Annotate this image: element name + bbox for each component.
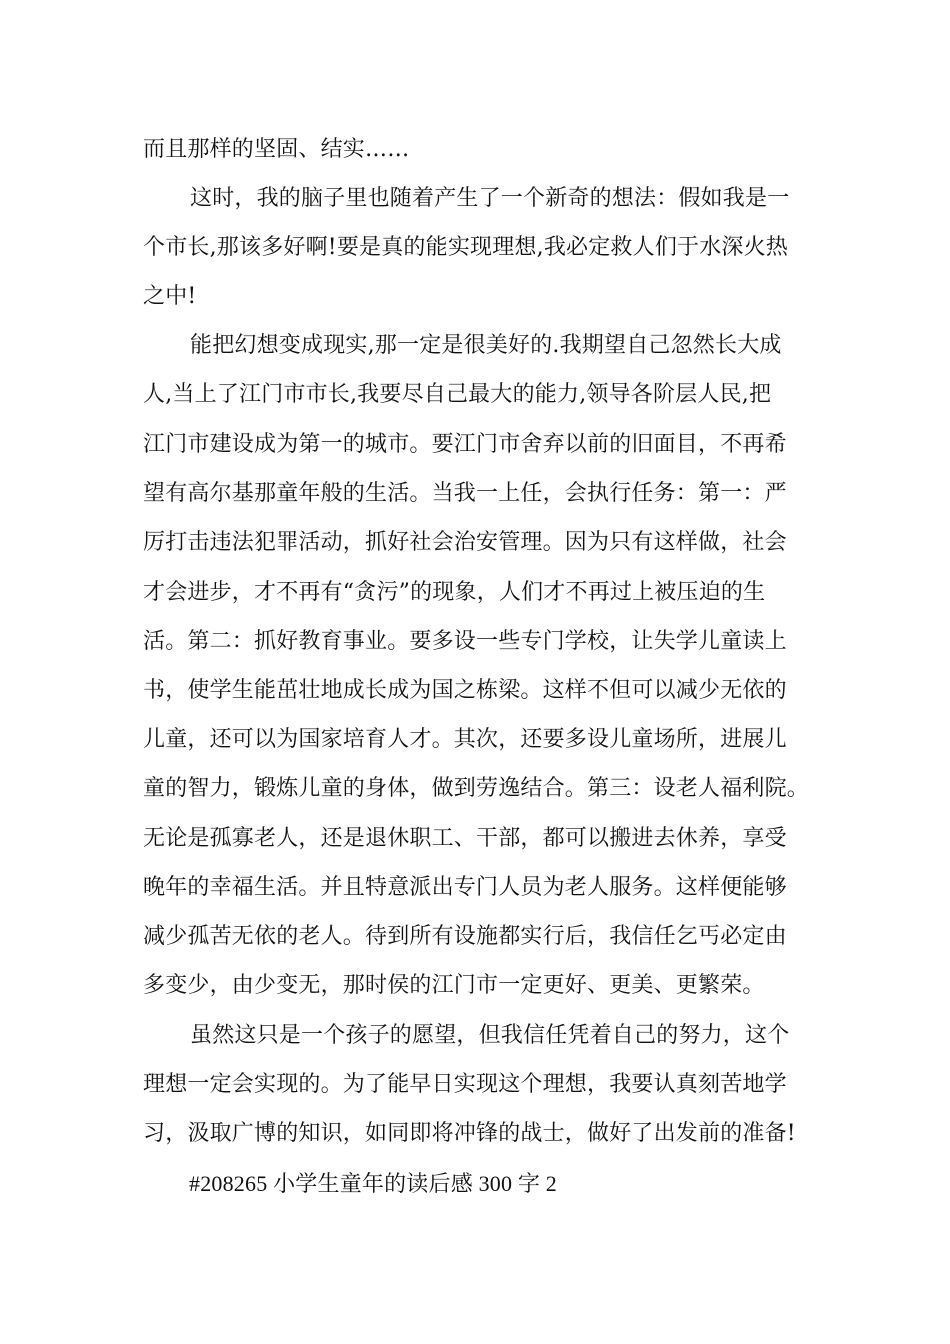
text-line [0, 277, 950, 317]
text-line [0, 1065, 950, 1105]
text-line [0, 228, 950, 268]
text-line [0, 130, 950, 170]
text-line [0, 1114, 950, 1154]
text-line-content: 理想一定会实现的。为了能早日实现这个理想，我要认真刻苦地学 [143, 1072, 787, 1097]
text-line-content: 多变少，由少变无，那时侯的江门市一定更好、更美、更繁荣。 [143, 973, 765, 998]
text-line [0, 523, 950, 563]
text-line [0, 474, 950, 514]
paragraph-start-line [0, 179, 950, 219]
text-line [0, 819, 950, 859]
text-line-content: 书，使学生能茁壮地成长成为国之栋梁。这样不但可以减少无依的 [143, 678, 787, 703]
text-line [0, 769, 950, 809]
section-heading: #208265 小学生童年的读后感 300 字 2 [189, 1171, 558, 1196]
text-line-content: 厉打击违法犯罪活动，抓好社会治安管理。因为只有这样做，社会 [143, 530, 787, 555]
text-line-content: 望有高尔基那童年般的生活。当我一上任，会执行任务：第一：严 [143, 481, 787, 506]
text-line [0, 671, 950, 711]
text-line-content: 减少孤苦无依的老人。待到所有设施都实行后，我信任乞丐必定由 [143, 924, 787, 949]
text-line-content: 无论是孤寡老人，还是退休职工、干部，都可以搬进去休养，享受 [143, 826, 787, 851]
paragraph-start-line [0, 326, 950, 366]
text-line [0, 917, 950, 957]
text-line-content: 这时，我的脑子里也随着产生了一个新奇的想法：假如我是一 [190, 186, 790, 211]
text-line-content: 习，汲取广博的知识，如同即将冲锋的战士，做好了出发前的准备! [143, 1121, 796, 1146]
text-line-content: 晚年的幸福生活。并且特意派出专门人员为老人服务。这样便能够 [143, 875, 787, 900]
text-line-content: 虽然这只是一个孩子的愿望，但我信任凭着自己的努力，这个 [190, 1023, 790, 1048]
text-line-content: 儿童，还可以为国家培育人才。其次，还要多设儿童场所，进展儿 [143, 727, 787, 752]
text-line-content: 活。第二：抓好教育事业。要多设一些专门学校，让失学儿童读上 [143, 629, 787, 654]
text-line-content: 人,当上了江门市市长,我要尽自己最大的能力,领导各阶层人民,把 [143, 382, 772, 407]
text-line-content: 才会进步，才不再有“贪污”的现象，人们才不再过上被压迫的生 [143, 580, 766, 605]
text-line [0, 425, 950, 465]
section-heading-line [0, 1164, 950, 1204]
text-line-content: 能把幻想变成现实,那一定是很美好的.我期望自己忽然长大成 [190, 333, 782, 358]
text-line [0, 573, 950, 613]
text-line [0, 720, 950, 760]
text-line-content: 童的智力，锻炼儿童的身体，做到劳逸结合。第三：设老人福利院。 [143, 776, 810, 801]
text-line [0, 966, 950, 1006]
text-line-content: 之中! [143, 284, 197, 309]
text-line [0, 375, 950, 415]
text-line-content: 而且那样的坚固、结实…… [143, 137, 410, 162]
text-line-content: 个市长,那该多好啊!要是真的能实现理想,我必定救人们于水深火热 [143, 235, 789, 260]
text-line [0, 868, 950, 908]
paragraph-start-line [0, 1016, 950, 1056]
text-line-content: 江门市建设成为第一的城市。要江门市舍弃以前的旧面目，不再希 [143, 432, 787, 457]
text-line [0, 622, 950, 662]
